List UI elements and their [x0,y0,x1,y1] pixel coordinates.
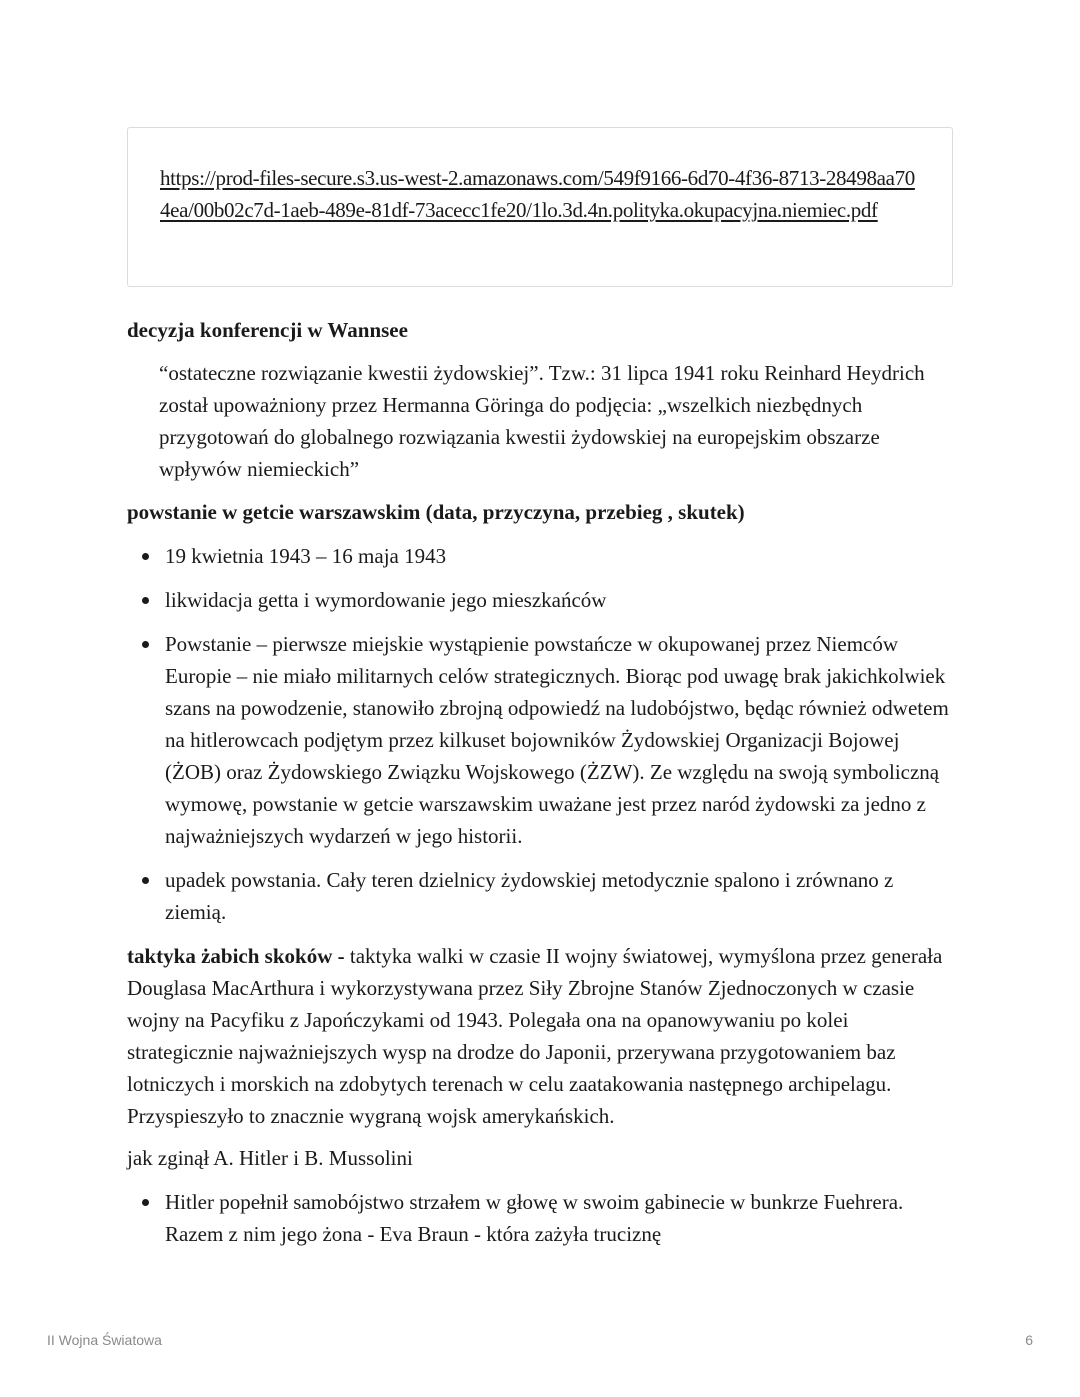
ghetto-uprising-heading: powstanie w getcie warszawskim (data, przyczyna, przebieg , skutek) [127,500,745,524]
frog-leap-separator: - [332,944,350,968]
bullet-icon [142,553,149,560]
deaths-heading: jak zginął A. Hitler i B. Mussolini [127,1146,413,1170]
list-item [127,1186,953,1250]
frog-leap-term: taktyka żabich skoków [127,944,333,968]
wannsee-heading: decyzja konferencji w Wannsee [127,318,408,342]
bullet-icon [142,597,149,604]
list-item-text: 19 kwietnia 1943 – 16 maja 1943 [165,544,447,568]
footer-page-number: 6 [1025,1332,1033,1348]
list-item-text: Powstanie – pierwsze miejskie wystąpienie powstańcze w okupowanej przez Niemców Europie – nie miało militarnych celów strategicznych. Biorąc pod uwagę brak jakichkolwiek szans na powodzenie, stanowiło zbrojną odpowiedź na ludobójstwo, będąc również odwetem na hitlerowcach podjętym przez kilkuset bojowników Żydowskiej Organizacji Bojowej (ŻOB) oraz Żydowskiego Związku Wojskowego (ŻZW). Ze względu na swoją symboliczną wymowę, powstanie w getcie warszawskim uważane jest przez naród żydowski za jedno z najważniejszych wydarzeń w jego historii. [165,632,949,848]
bullet-icon [142,877,149,884]
frog-leap-body: taktyka walki w czasie II wojny światowej, wymyślona przez generała Douglasa MacArthura i wykorzystywana przez Siły Zbrojne Stanów Zjednoczonych w czasie wojny na Pacyfiku z Japończykami od 1943. Polegała ona na opanowywaniu po kolei strategicznie najważniejszych wysp na drodze do Japonii, przerywana przygotowaniem baz lotniczych i morskich na zdobytych terenach w celu zaatakowania następnego archipelagu. Przyspieszyło to znacznie wygraną wojsk amerykańskich. [127,944,943,1128]
ghetto-uprising-list [127,540,953,928]
list-item [127,540,953,572]
link-bookmark-box [127,127,953,287]
deaths-list [127,1186,953,1250]
document-page [127,127,953,1262]
wannsee-body: “ostateczne rozwiązanie kwestii żydowskiej”. Tzw.: 31 lipca 1941 roku Reinhard Heydrich został upoważniony przez Hermanna Göringa do podjęcia: „wszelkich niezbędnych przygotowań do globalnego rozwiązania kwestii żydowskiej na europejskim obszarze wpływów niemieckich” [159,361,925,481]
bullet-icon [142,1199,149,1206]
list-item [127,584,953,616]
pdf-link[interactable]: https://prod-files-secure.s3.us-west-2.amazonaws.com/549f9166-6d70-4f36-8713-28498aa704ea/00b02c7d-1aeb-489e-81df-73acecc1fe20/1lo.3d.4n.polityka.okupacyjna.niemiec.pdf [160,166,915,222]
frog-leap-paragraph [127,940,953,1132]
list-item-text: Hitler popełnił samobójstwo strzałem w głowę w swoim gabinecie w bunkrze Fuehrera. Razem z nim jego żona - Eva Braun - która zażyła truciznę [165,1190,904,1246]
list-item [127,864,953,928]
list-item-text: upadek powstania. Cały teren dzielnicy żydowskiej metodycznie spalono i zrównano z ziemią. [165,868,894,924]
list-item [127,628,953,852]
bullet-icon [142,641,149,648]
footer-document-title: II Wojna Światowa [47,1332,162,1348]
list-item-text: likwidacja getta i wymordowanie jego mieszkańców [165,588,607,612]
